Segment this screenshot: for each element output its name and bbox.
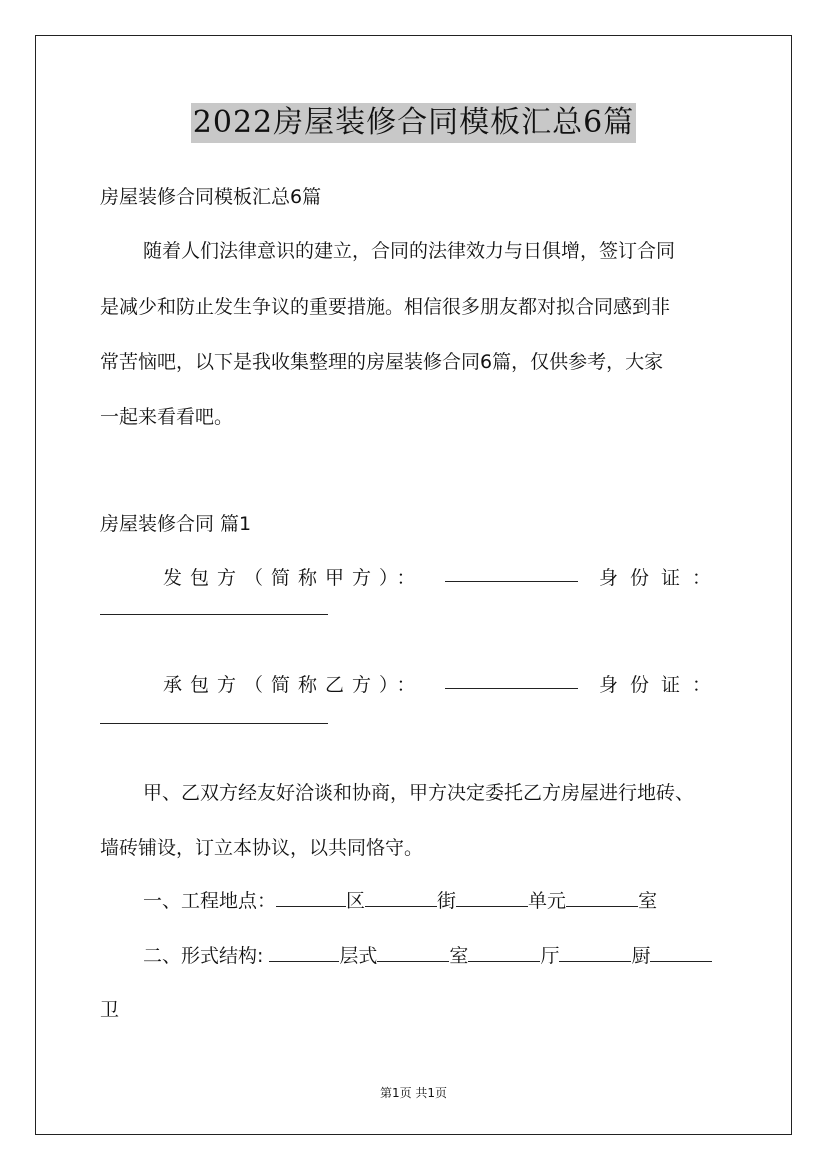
- party-a-id-label: 身份证：: [598, 567, 723, 589]
- intro-line-4: 一起来看看吧。: [100, 406, 234, 428]
- intro-line-3: 常苦恼吧，以下是我收集整理的房屋装修合同6篇，仅供参考，大家: [100, 351, 664, 373]
- body-line-2: 墙砖铺设，订立本协议，以共同恪守。: [100, 837, 424, 859]
- blank[interactable]: [456, 888, 528, 907]
- party-b-row: [163, 670, 723, 697]
- party-a-label: 发包方（简称甲方）：: [163, 567, 424, 589]
- subtitle: 房屋装修合同模板汇总6篇: [100, 186, 322, 208]
- blank[interactable]: [276, 888, 346, 907]
- section-heading: 房屋装修合同 篇1: [100, 513, 252, 535]
- item-2-bathroom: 卫: [100, 999, 120, 1021]
- blank[interactable]: [365, 888, 437, 907]
- item-2-prefix: 二、形式结构:: [143, 945, 264, 967]
- blank[interactable]: [559, 943, 631, 962]
- party-b-label: 承包方（简称乙方）：: [163, 674, 424, 696]
- intro-line-2: 是减少和防止发生争议的重要措施。相信很多朋友都对拟合同感到非: [100, 296, 671, 318]
- title-container: [0, 103, 827, 143]
- item-1-prefix: 一、工程地点：: [143, 890, 277, 912]
- party-a-id-blank[interactable]: [100, 614, 328, 615]
- blank[interactable]: [650, 943, 712, 962]
- item-1-room: 室: [638, 890, 658, 912]
- blank[interactable]: [566, 888, 638, 907]
- item-2-floor: 层式: [339, 945, 378, 967]
- party-b-id-blank[interactable]: [100, 723, 328, 724]
- item-2-room: 室: [449, 945, 469, 967]
- blank[interactable]: [468, 943, 540, 962]
- item-1: [143, 886, 657, 913]
- blank[interactable]: [377, 943, 449, 962]
- item-1-street: 街: [437, 890, 457, 912]
- document-title: 2022房屋装修合同模板汇总6篇: [191, 103, 636, 143]
- party-a-row: [163, 563, 723, 590]
- item-2-hall: 厅: [540, 945, 560, 967]
- item-2-kitchen: 厨: [631, 945, 651, 967]
- intro-line-1: 随着人们法律意识的建立，合同的法律效力与日俱增，签订合同: [143, 240, 676, 262]
- party-a-blank[interactable]: [445, 563, 578, 582]
- item-1-district: 区: [346, 890, 366, 912]
- blank[interactable]: [269, 943, 339, 962]
- page-footer: 第1页 共1页: [379, 1086, 448, 1100]
- item-2: [143, 941, 712, 968]
- item-1-unit: 单元: [528, 890, 567, 912]
- body-line-1: 甲、乙双方经友好洽谈和协商，甲方决定委托乙方房屋进行地砖、: [143, 782, 695, 804]
- party-b-blank[interactable]: [445, 670, 578, 689]
- party-b-id-label: 身份证：: [598, 674, 723, 696]
